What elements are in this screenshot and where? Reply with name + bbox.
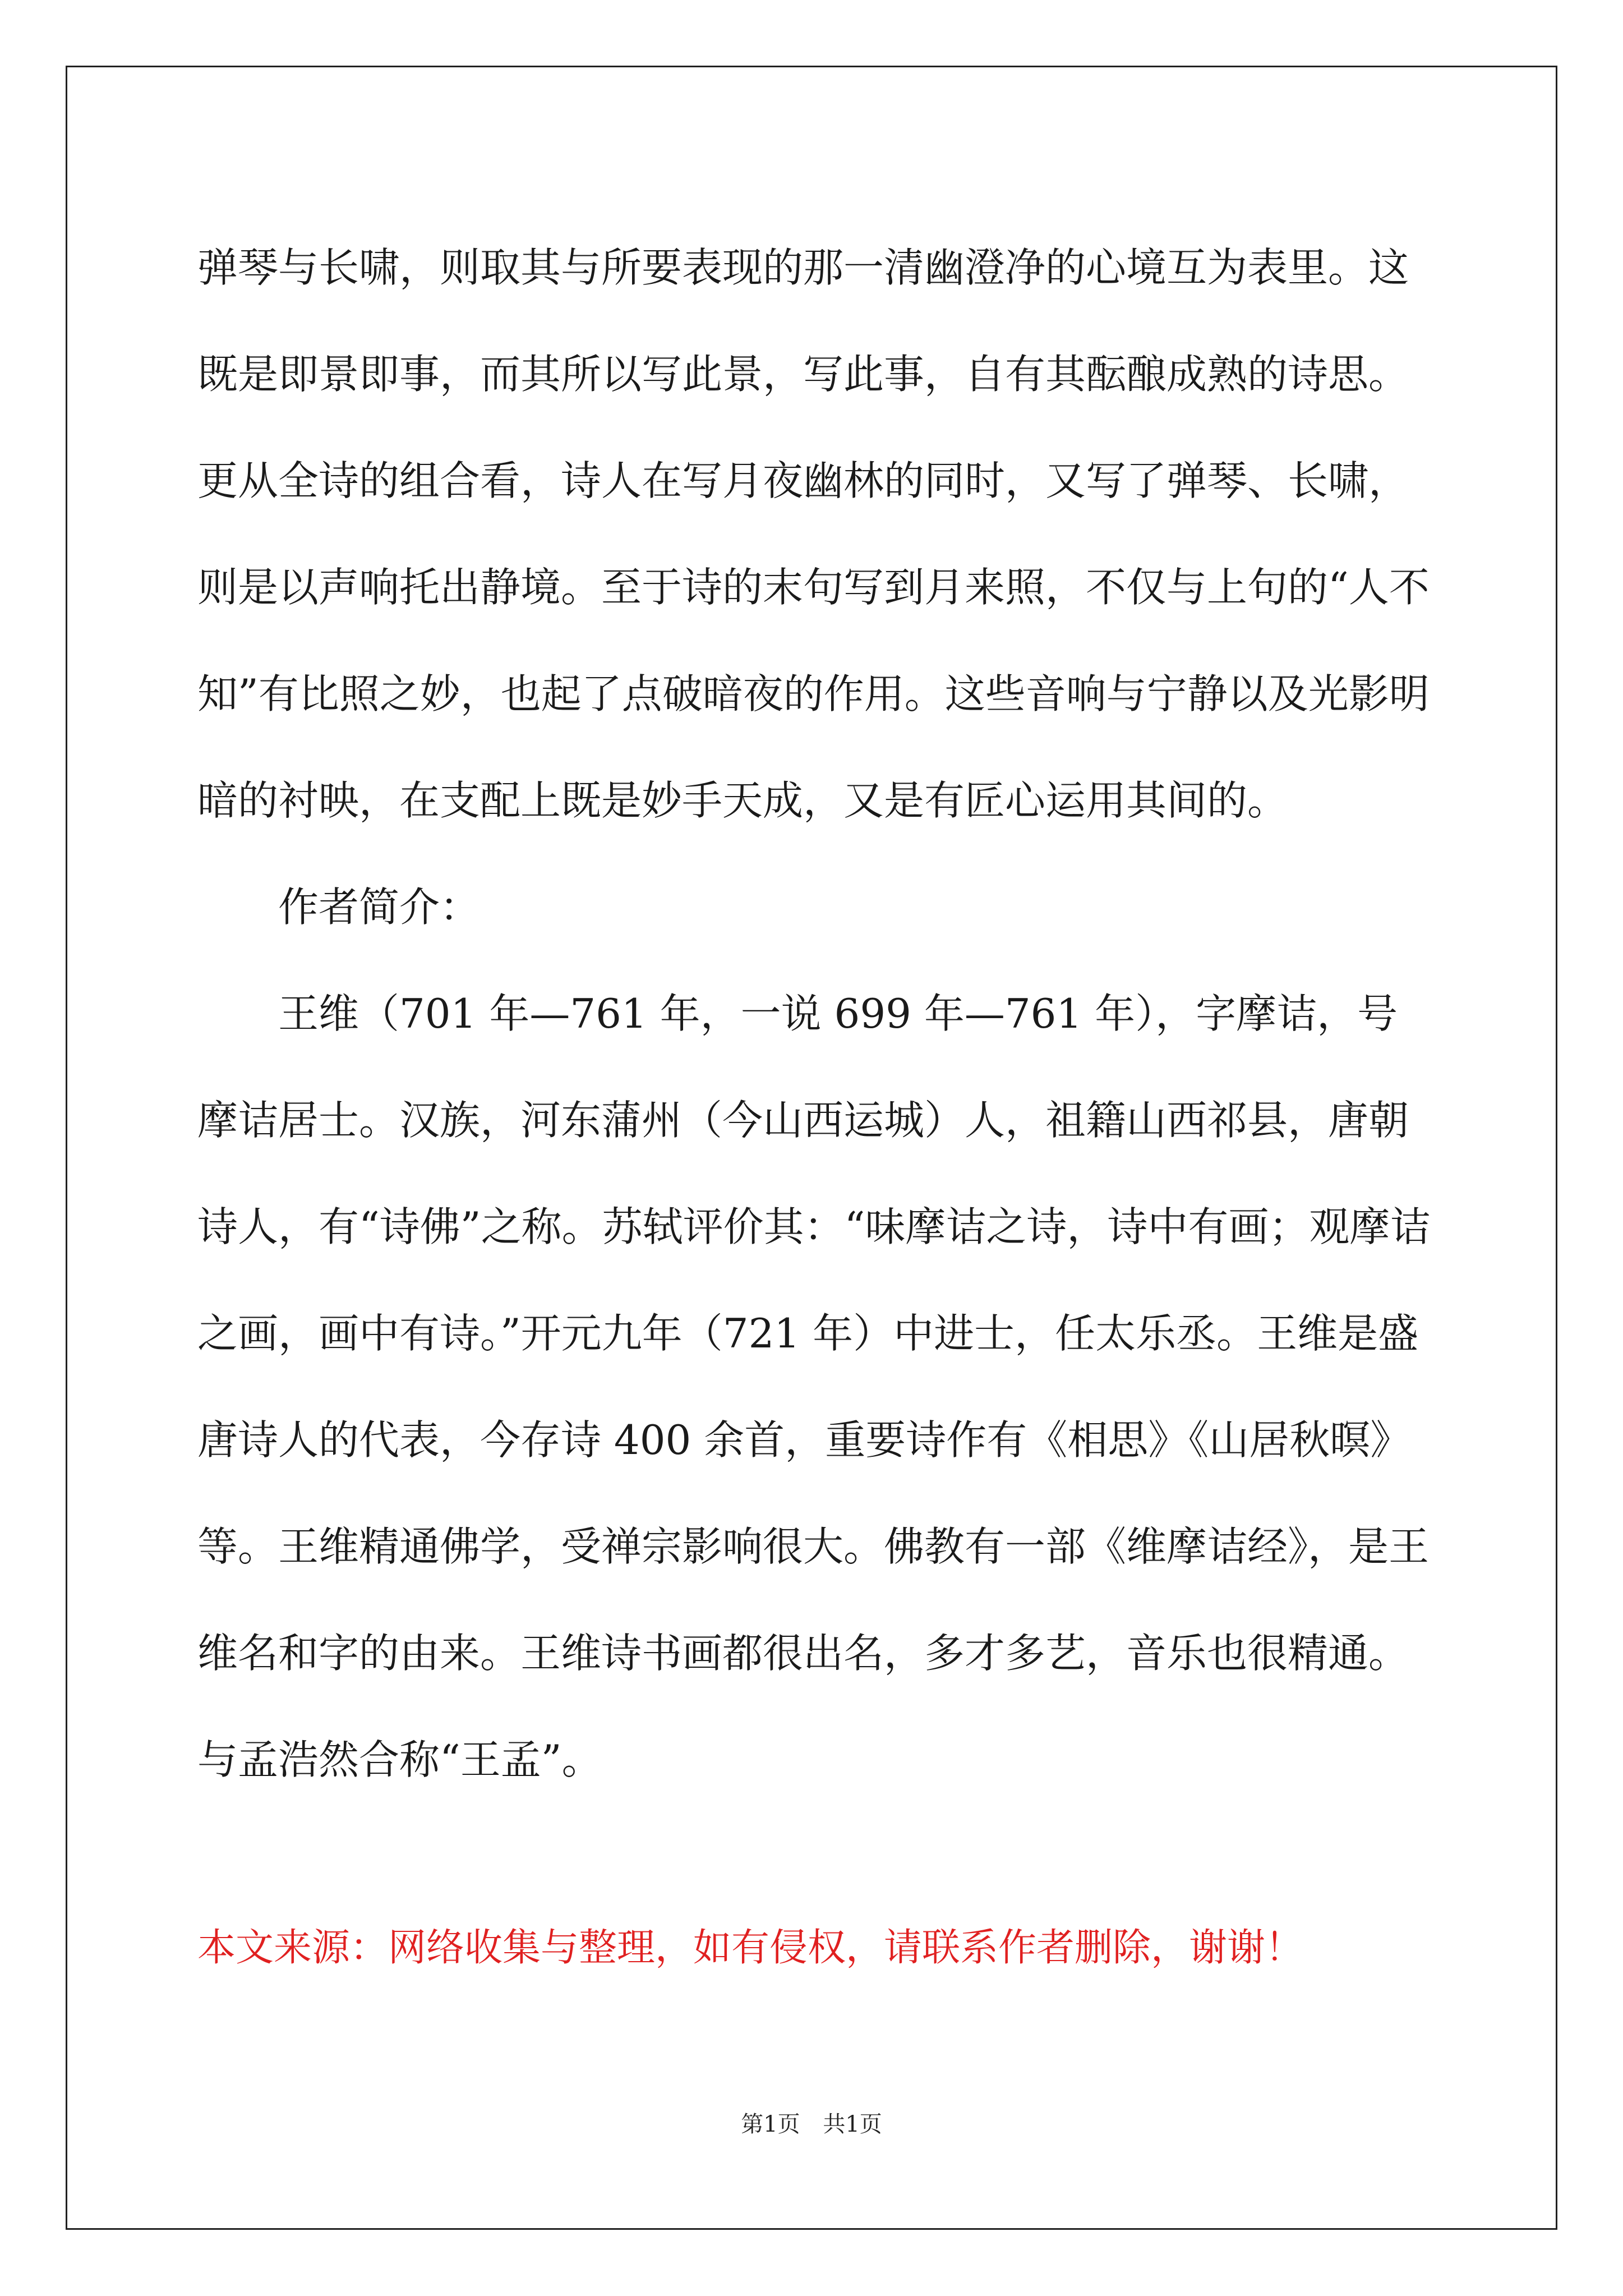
paragraph-author-heading: 作者简介： (278, 884, 481, 931)
page-number: 第1页 (741, 2111, 800, 2137)
page-footer (0, 2106, 1623, 2138)
document-body (197, 214, 1431, 1813)
paragraph-poem-analysis: 弹琴与长啸，则取其与所要表现的那一清幽澄净的心境互为表里。这既是即景即事，而其所以写此景，写此事，自有其酝酿成熟的诗思。更从全诗的组合看，诗人在写月夜幽林的同时，又写了弹琴、长啸，则是以声响托出静境。至于诗的末句写到月来照，不仅与上句的“人不知”有比照之妙，也起了点破暗夜的作用。这些音响与宁静以及光影明暗的衬映，在支配上既是妙手天成，又是有匠心运用其间的。 (197, 244, 1430, 824)
source-notice: 本文来源：网络收集与整理，如有侵权，请联系作者删除，谢谢！ (197, 1926, 1304, 1970)
paragraph-author-bio: 王维（701 年—761 年，一说 699 年—761 年），字摩诘，号摩诘居士。汉族，河东蒲州（今山西运城）人，祖籍山西祁县，唐朝诗人，有“诗佛”之称。苏轼评价其：“味摩诘之诗，诗中有画；观摩诘之画，画中有诗。”开元九年（721 年）中进士，任太乐丞。王维是盛唐诗人的代表，今存诗 400 余首，重要诗作有《相思》《山居秋暝》等。王维精通佛学，受禅宗影响很大。佛教有一部《维摩诘经》，是王维名和字的由来。王维诗书画都很出名，多才多艺，音乐也很精通。与孟浩然合称“王孟”。 (197, 990, 1431, 1783)
page-total: 共1页 (823, 2111, 882, 2137)
